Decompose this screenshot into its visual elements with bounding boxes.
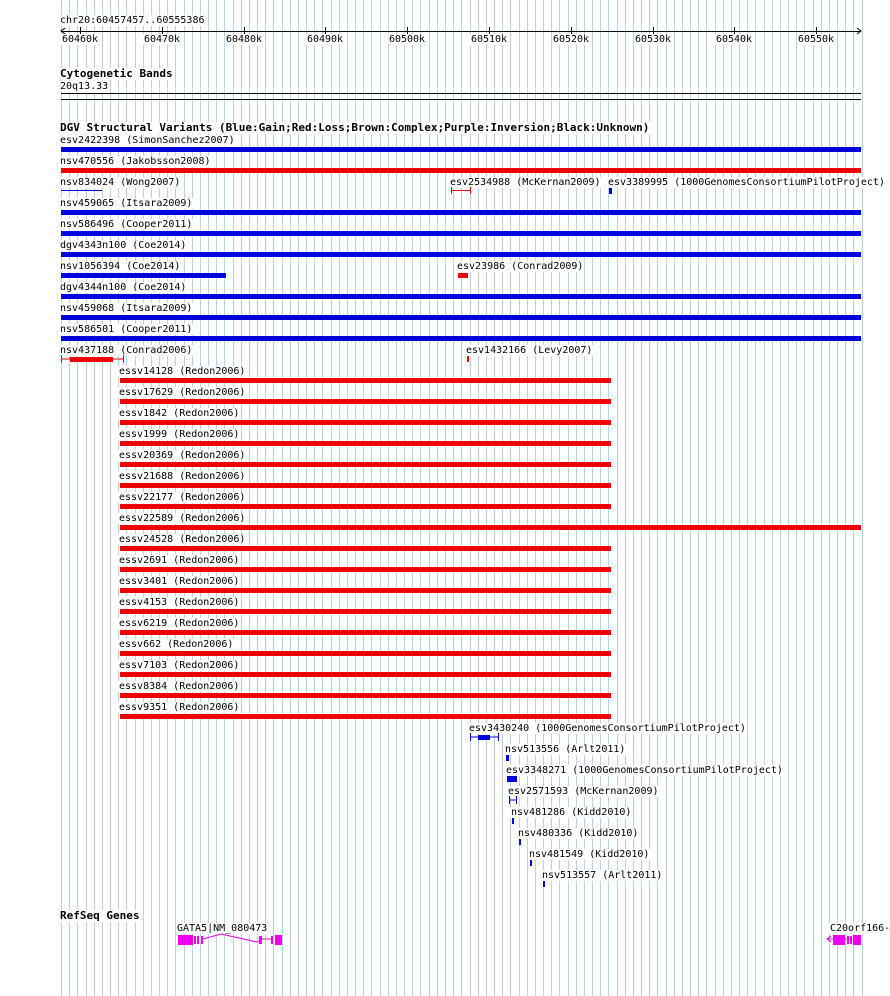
variant-label: nsv481549 (Kidd2010) — [529, 849, 650, 860]
variant-bar[interactable] — [61, 231, 861, 236]
variant-label: esv3348271 (1000GenomesConsortiumPilotProject) — [506, 765, 783, 776]
variant-label: nsv437188 (Conrad2006) — [60, 345, 193, 356]
variant-bar[interactable] — [61, 294, 861, 299]
variant-bar[interactable] — [61, 273, 226, 278]
variant-label: essv24528 (Redon2006) — [119, 534, 246, 545]
variant-bar[interactable] — [61, 252, 861, 257]
variant-label: esv3389995 (1000GenomesConsortiumPilotProject) — [608, 177, 885, 188]
variant-bar[interactable] — [458, 273, 468, 278]
variant-bar[interactable] — [61, 315, 861, 320]
variant-label: nsv480336 (Kidd2010) — [518, 828, 639, 839]
variant-bar[interactable] — [609, 188, 612, 194]
variant-bar[interactable] — [61, 190, 102, 191]
variant-bar[interactable] — [120, 672, 611, 677]
variant-label: nsv586496 (Cooper2011) — [60, 219, 193, 230]
variant-bar[interactable] — [120, 420, 611, 425]
variant-bar[interactable] — [61, 210, 861, 215]
variant-label: dgv4344n100 (Coe2014) — [60, 282, 187, 293]
variant-bar[interactable] — [120, 651, 611, 656]
cytoband-line-top — [61, 93, 861, 94]
variant-label: nsv834024 (Wong2007) — [60, 177, 181, 188]
ruler-tick-label: 60480k — [225, 34, 263, 45]
variant-label: essv3401 (Redon2006) — [119, 576, 240, 587]
variant-label: essv21688 (Redon2006) — [119, 471, 246, 482]
ruler-tick-label: 60460k — [61, 34, 99, 45]
variant-bar[interactable] — [530, 860, 532, 866]
cytoband-label: 20q13.33 — [60, 81, 109, 92]
ruler-tick-label: 60470k — [143, 34, 181, 45]
variant-label: nsv513556 (Arlt2011) — [505, 744, 626, 755]
variant-bar[interactable] — [509, 796, 518, 804]
variant-label: essv6219 (Redon2006) — [119, 618, 240, 629]
variant-label: essv22589 (Redon2006) — [119, 513, 246, 524]
dgv-track-title[interactable]: DGV Structural Variants (Blue:Gain;Red:Loss;Brown:Complex;Purple:Inversion;Black:Unknown) — [60, 121, 650, 134]
variant-label: essv2691 (Redon2006) — [119, 555, 240, 566]
variant-bar[interactable] — [512, 818, 514, 824]
gene-model[interactable] — [176, 933, 286, 947]
variant-label: nsv1056394 (Coe2014) — [60, 261, 181, 272]
gene-label: GATA5|NM_080473 — [177, 923, 268, 934]
variant-bar[interactable] — [120, 399, 611, 404]
variant-bar[interactable] — [120, 630, 611, 635]
variant-label: nsv470556 (Jakobsson2008) — [60, 156, 211, 167]
position-label: chr20:60457457..60555386 — [60, 15, 205, 26]
variant-label: essv662 (Redon2006) — [119, 639, 234, 650]
ruler-tick-label: 60500k — [388, 34, 426, 45]
variant-bar[interactable] — [61, 168, 861, 173]
variant-label: nsv586501 (Cooper2011) — [60, 324, 193, 335]
variant-bar[interactable] — [120, 525, 861, 530]
variant-label: essv9351 (Redon2006) — [119, 702, 240, 713]
ruler-tick-label: 60530k — [634, 34, 672, 45]
variant-label: essv7103 (Redon2006) — [119, 660, 240, 671]
cytoband-line-bottom — [61, 99, 861, 100]
variant-bar[interactable] — [120, 504, 611, 509]
variant-bar[interactable] — [120, 714, 611, 719]
variant-bar[interactable] — [470, 733, 500, 741]
variant-bar[interactable] — [120, 462, 611, 467]
variant-bar[interactable] — [120, 693, 611, 698]
variant-label: essv22177 (Redon2006) — [119, 492, 246, 503]
variant-bar[interactable] — [507, 776, 517, 782]
variant-label: essv1842 (Redon2006) — [119, 408, 240, 419]
variant-label: essv4153 (Redon2006) — [119, 597, 240, 608]
variant-label: essv17629 (Redon2006) — [119, 387, 246, 398]
variant-bar[interactable] — [120, 546, 611, 551]
variant-bar[interactable] — [467, 356, 469, 362]
ruler-tick-label: 60550k — [797, 34, 835, 45]
gene-label: C20orf166- — [830, 923, 890, 934]
ruler-tick-label: 60510k — [470, 34, 508, 45]
gene-model[interactable] — [822, 933, 862, 947]
variant-bar[interactable] — [120, 588, 611, 593]
variant-label: dgv4343n100 (Coe2014) — [60, 240, 187, 251]
variant-bar[interactable] — [120, 609, 611, 614]
variant-bar[interactable] — [61, 147, 861, 152]
variant-label: nsv481286 (Kidd2010) — [511, 807, 632, 818]
variant-label: essv1999 (Redon2006) — [119, 429, 240, 440]
variant-label: esv2534988 (McKernan2009) — [450, 177, 601, 188]
variant-bar[interactable] — [543, 881, 545, 887]
variant-label: esv1432166 (Levy2007) — [466, 345, 593, 356]
variant-label: nsv459065 (Itsara2009) — [60, 198, 193, 209]
variant-bar[interactable] — [120, 441, 611, 446]
variant-label: essv14128 (Redon2006) — [119, 366, 246, 377]
variant-label: esv23986 (Conrad2009) — [457, 261, 584, 272]
variant-bar[interactable] — [120, 483, 611, 488]
variant-bar[interactable] — [61, 355, 125, 363]
variant-label: nsv513557 (Arlt2011) — [542, 870, 663, 881]
variant-label: esv3430240 (1000GenomesConsortiumPilotProject) — [469, 723, 746, 734]
variant-bar[interactable] — [506, 755, 509, 761]
variant-label: esv2571593 (McKernan2009) — [508, 786, 659, 797]
variant-label: nsv459068 (Itsara2009) — [60, 303, 193, 314]
ruler-tick-label: 60540k — [715, 34, 753, 45]
cytoband-track-title[interactable]: Cytogenetic Bands — [60, 67, 173, 80]
variant-label: esv2422398 (SimonSanchez2007) — [60, 135, 235, 146]
refseq-track-title[interactable]: RefSeq Genes — [60, 909, 140, 922]
ruler-tick-label: 60490k — [306, 34, 344, 45]
variant-label: essv8384 (Redon2006) — [119, 681, 240, 692]
variant-bar[interactable] — [120, 378, 611, 383]
variant-bar[interactable] — [120, 567, 611, 572]
variant-bar[interactable] — [61, 336, 861, 341]
variant-label: essv20369 (Redon2006) — [119, 450, 246, 461]
ruler-tick-label: 60520k — [552, 34, 590, 45]
variant-bar[interactable] — [451, 187, 472, 194]
variant-bar[interactable] — [519, 839, 521, 845]
